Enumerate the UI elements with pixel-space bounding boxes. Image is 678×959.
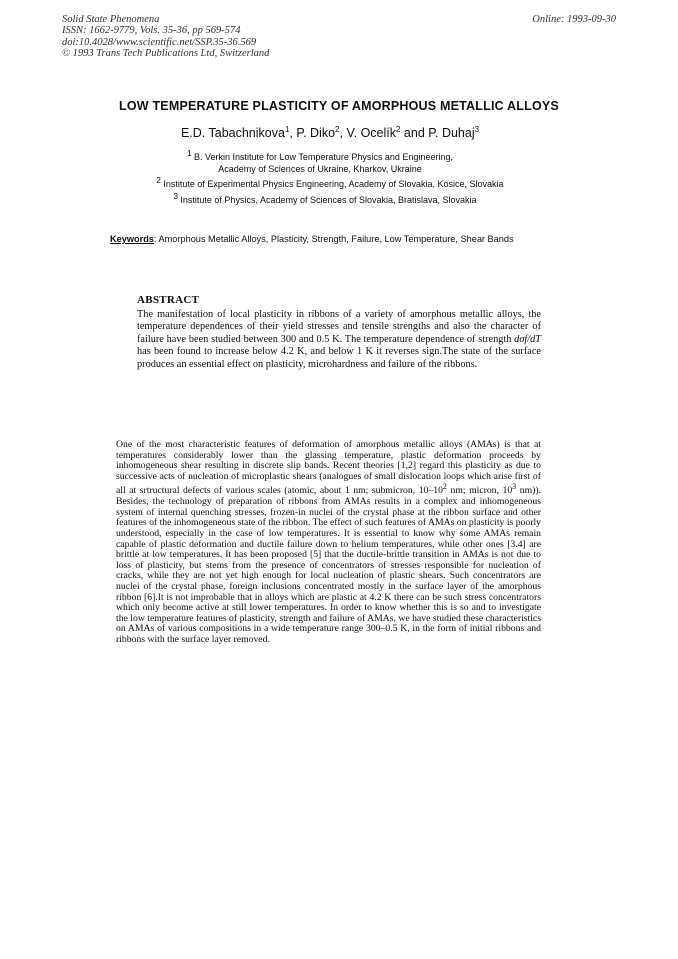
exponent: 3: [512, 482, 517, 492]
doi-link[interactable]: doi:10.4028/www.scientific.net/SSP.35-36.569: [62, 36, 257, 48]
paper-title: LOW TEMPERATURE PLASTICITY OF AMORPHOUS METALLIC ALLOYS: [119, 99, 559, 113]
journal-name: Solid State Phenomena: [62, 14, 160, 25]
affiliation-1: [150, 151, 490, 175]
author-affiliation-mark: 2: [396, 124, 401, 134]
author-affiliation-mark: 3: [474, 124, 480, 134]
affiliation-number: 2: [156, 176, 161, 185]
author-name: E.D. Tabachnikova: [180, 126, 285, 140]
copyright-line: © 1993 Trans Tech Publications Ltd, Switzerland: [62, 47, 270, 59]
abstract-sentence: The manifestation of local plasticity in ribbons of a variety of amorphous metallic alloys, the temperature dependences of their yield stresses and tensile strengths and also the character of failure have been studied between 300 and 0.5 K. The temperature dependence of strength: [137, 309, 541, 345]
issn-line: ISSN: 1662-9779, Vols. 35-36, pp 569-574: [62, 25, 241, 37]
author-name: P. Duhaj: [428, 126, 475, 140]
abstract-sentence: has been found to increase below 4.2 K, and below 1 K it reverses sign.The state of the surface produces an essential effect on plasticity, microhardness and failure of the ribbons.: [137, 346, 541, 370]
body-text-segment: nm)). Besides, the technology of preparation of ribbons from AMAs results in a complex and inhomogeneous system of internal quenching stresses, frozen-in nuclei of the crystal phase at the ribbon surface and other features of the inhomogeneous state of the ribbon. The effect of such features of AMAs on plasticity is poorly understood, especially in the case of low temperatures. It is essential to know why some AMAs remain capable of plastic deformation and ductile failure down to helium temperatures, while other ones [3.4] are brittle at low temperatures. It has been proposed [5] that the ductile-brittle transition in AMAs is not due to loss of plasticity, but stems from the presence of concentrators of stresses responsible for nucleation of cracks, while they are not yet high enough for local nucleation of plastic shears. Such concentrators are nuclei of the crystal phase, foreign inclusions concentrated mostly in the surface layer of the amorphous ribbon [6].It is not improbable that in alloys which are plastic at 4.2 K there can be such stress concentrators which only become active at still lower temperatures. In order to know whether this is so and to investigate the low temperature features of plasticity, strength and failure of AMAs, we have studied these characteristics on AMAs of various compositions in a wide temperature range 300–0.5 K, in the form of initial ribbons and ribbons with the surface layer removed.: [116, 485, 541, 645]
author-affiliation-mark: 2: [335, 124, 340, 134]
body-text-segment: One of the most characteristic features of deformation of amorphous metallic alloys (AMAs) is that at temperatures considerably lower than the glassing temperature, plastic deformation proceeds by inhomogeneous shear resulting in discrete slip bands. Recent theories [1,2] regard this plasticity as due to successive acts of nucleation of microplastic shears (analogues of small dislocation loops which arise first of all at srtructural defects of various scales (atomic, about 1 nm; submicron, 10–10: [116, 439, 541, 497]
body-paragraph: [116, 440, 541, 646]
keywords-text: : Amorphous Metallic Alloys, Plasticity, Strength, Failure, Low Temperature, Shear Bands: [153, 234, 514, 244]
affiliation-number: 3: [173, 192, 178, 201]
author-name: V. Ocelík: [346, 126, 396, 140]
author-affiliation-mark: 1: [284, 124, 290, 134]
keywords-label: Keywords: [110, 234, 154, 244]
affiliation-number: 1: [187, 149, 192, 158]
abstract-text: [137, 309, 541, 371]
affiliation-3: [120, 194, 530, 206]
author-separator: ,: [339, 126, 347, 140]
online-date: Online: 1993-09-30: [532, 14, 616, 25]
author-name: P. Diko: [296, 126, 336, 140]
affiliation-text: B. Verkin Institute for Low Temperature Physics and Engineering,: [193, 152, 453, 162]
author-conjunction: and: [400, 126, 429, 140]
body-text-segment: nm; micron, 10: [446, 485, 513, 497]
author-separator: ,: [289, 126, 297, 140]
affiliation-text: Institute of Experimental Physics Engineering, Academy of Slovakia, Kosice, Slovakia: [163, 179, 504, 189]
author-list: [0, 126, 660, 140]
affiliation-text: Institute of Physics, Academy of Sciences of Slovakia, Bratislava, Slovakia: [180, 195, 477, 205]
journal-header: [62, 14, 422, 59]
exponent: 2: [442, 482, 447, 492]
affiliation-text: Academy of Sciences of Ukraine, Kharkov, Ukraine: [218, 164, 422, 174]
abstract-heading: ABSTRACT: [137, 294, 200, 306]
affiliation-2: [110, 178, 550, 190]
strength-derivative-formula: dσf/dT: [514, 333, 541, 345]
keywords: [110, 233, 550, 245]
